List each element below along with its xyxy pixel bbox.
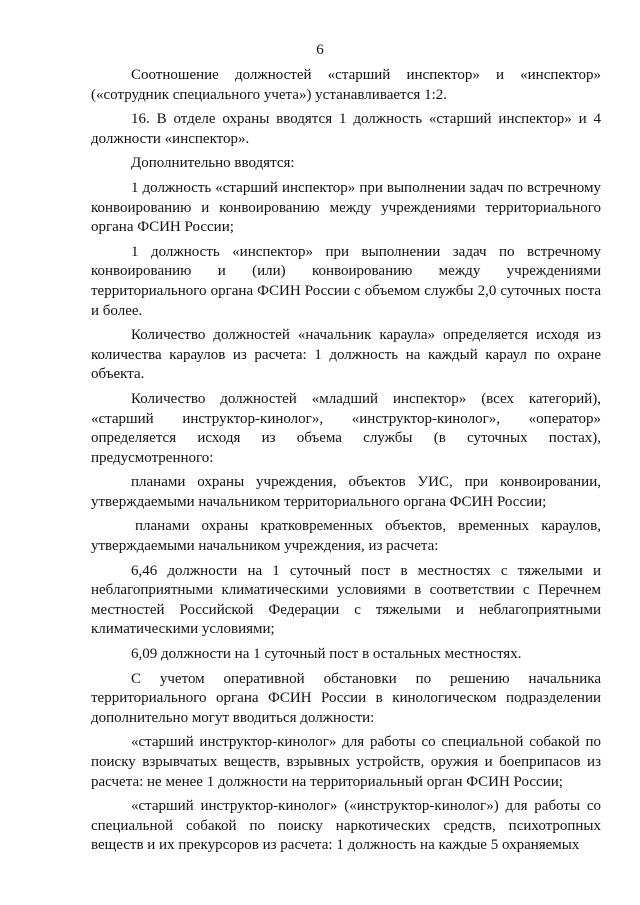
page-number: 6 — [316, 42, 324, 58]
paragraph-explosives-dog-handler: «старший инструктор-кинолог» для работы со специальной собакой по поиску взрывчатых веществ, взрывных устройств, оружия и боеприпасов из расчета: не менее 1 должности на территориальный орган ФСИН России; — [91, 734, 601, 790]
paragraph-security-plans: планами охраны учреждения, объектов УИС, при конвоировании, утверждаемыми начальником территориального органа ФСИН России; — [91, 474, 601, 510]
paragraph-guard-chief: Количество должностей «начальник караула» определяется исходя из количества караулов из расчета: 1 должность на каждый караул по охране объекта. — [91, 327, 601, 383]
paragraph-senior-inspector-convoy: 1 должность «старший инспектор» при выполнении задач по встречному конвоированию и конвоированию между учреждениями территориального органа ФСИН России; — [91, 179, 601, 236]
paragraph-other-areas-rate: 6,09 должности на 1 суточный пост в остальных местностях. — [131, 646, 522, 663]
paragraph-canine-unit: С учетом оперативной обстановки по решению начальника территориального органа ФСИН России в кинологическом подразделении дополнительно могут вводиться должности: — [91, 670, 601, 726]
paragraph-ratio-inspectors: Соотношение должностей «старший инспектор» и «инспектор» («сотрудник специального учета») устанавливается 1:2. — [91, 67, 601, 103]
paragraph-additionally: Дополнительно вводятся: — [131, 155, 295, 172]
paragraph-temporary-objects: планами охраны кратковременных объектов, временных караулов, утверждаемыми начальником учреждения, из расчета: — [91, 518, 601, 555]
paragraph-item-16: 16. В отделе охраны вводятся 1 должность «старший инспектор» и 4 должности «инспектор». — [91, 111, 601, 147]
paragraph-inspector-convoy: 1 должность «инспектор» при выполнении задач по встречному конвоированию и (или) конвоированию между учреждениями территориального органа ФСИН России с объемом службы 2,0 суточных поста и более. — [91, 243, 601, 319]
paragraph-junior-inspector-count: Количество должностей «младший инспектор» (всех категорий), «старший инструктор-кинолог», «инструктор-кинолог», «оператор» определяется исходя из объема службы (в суточных постах), предусмотренного: — [91, 390, 601, 466]
document-body — [91, 66, 601, 856]
paragraph-narcotics-dog-handler: «старший инструктор-кинолог» («инструктор-кинолог») для работы со специальной собакой по поиску наркотических средств, психотропных веществ и их прекурсоров из расчета: 1 должность на каждые 5 охраняемых — [91, 798, 601, 854]
paragraph-harsh-climate-rate: 6,46 должности на 1 суточный пост в местностях с тяжелыми и неблагоприятными климатическими условиями в соответствии с Перечнем местностей Российской Федерации с тяжелыми и неблагоприятными климатическими условиями; — [91, 562, 601, 638]
